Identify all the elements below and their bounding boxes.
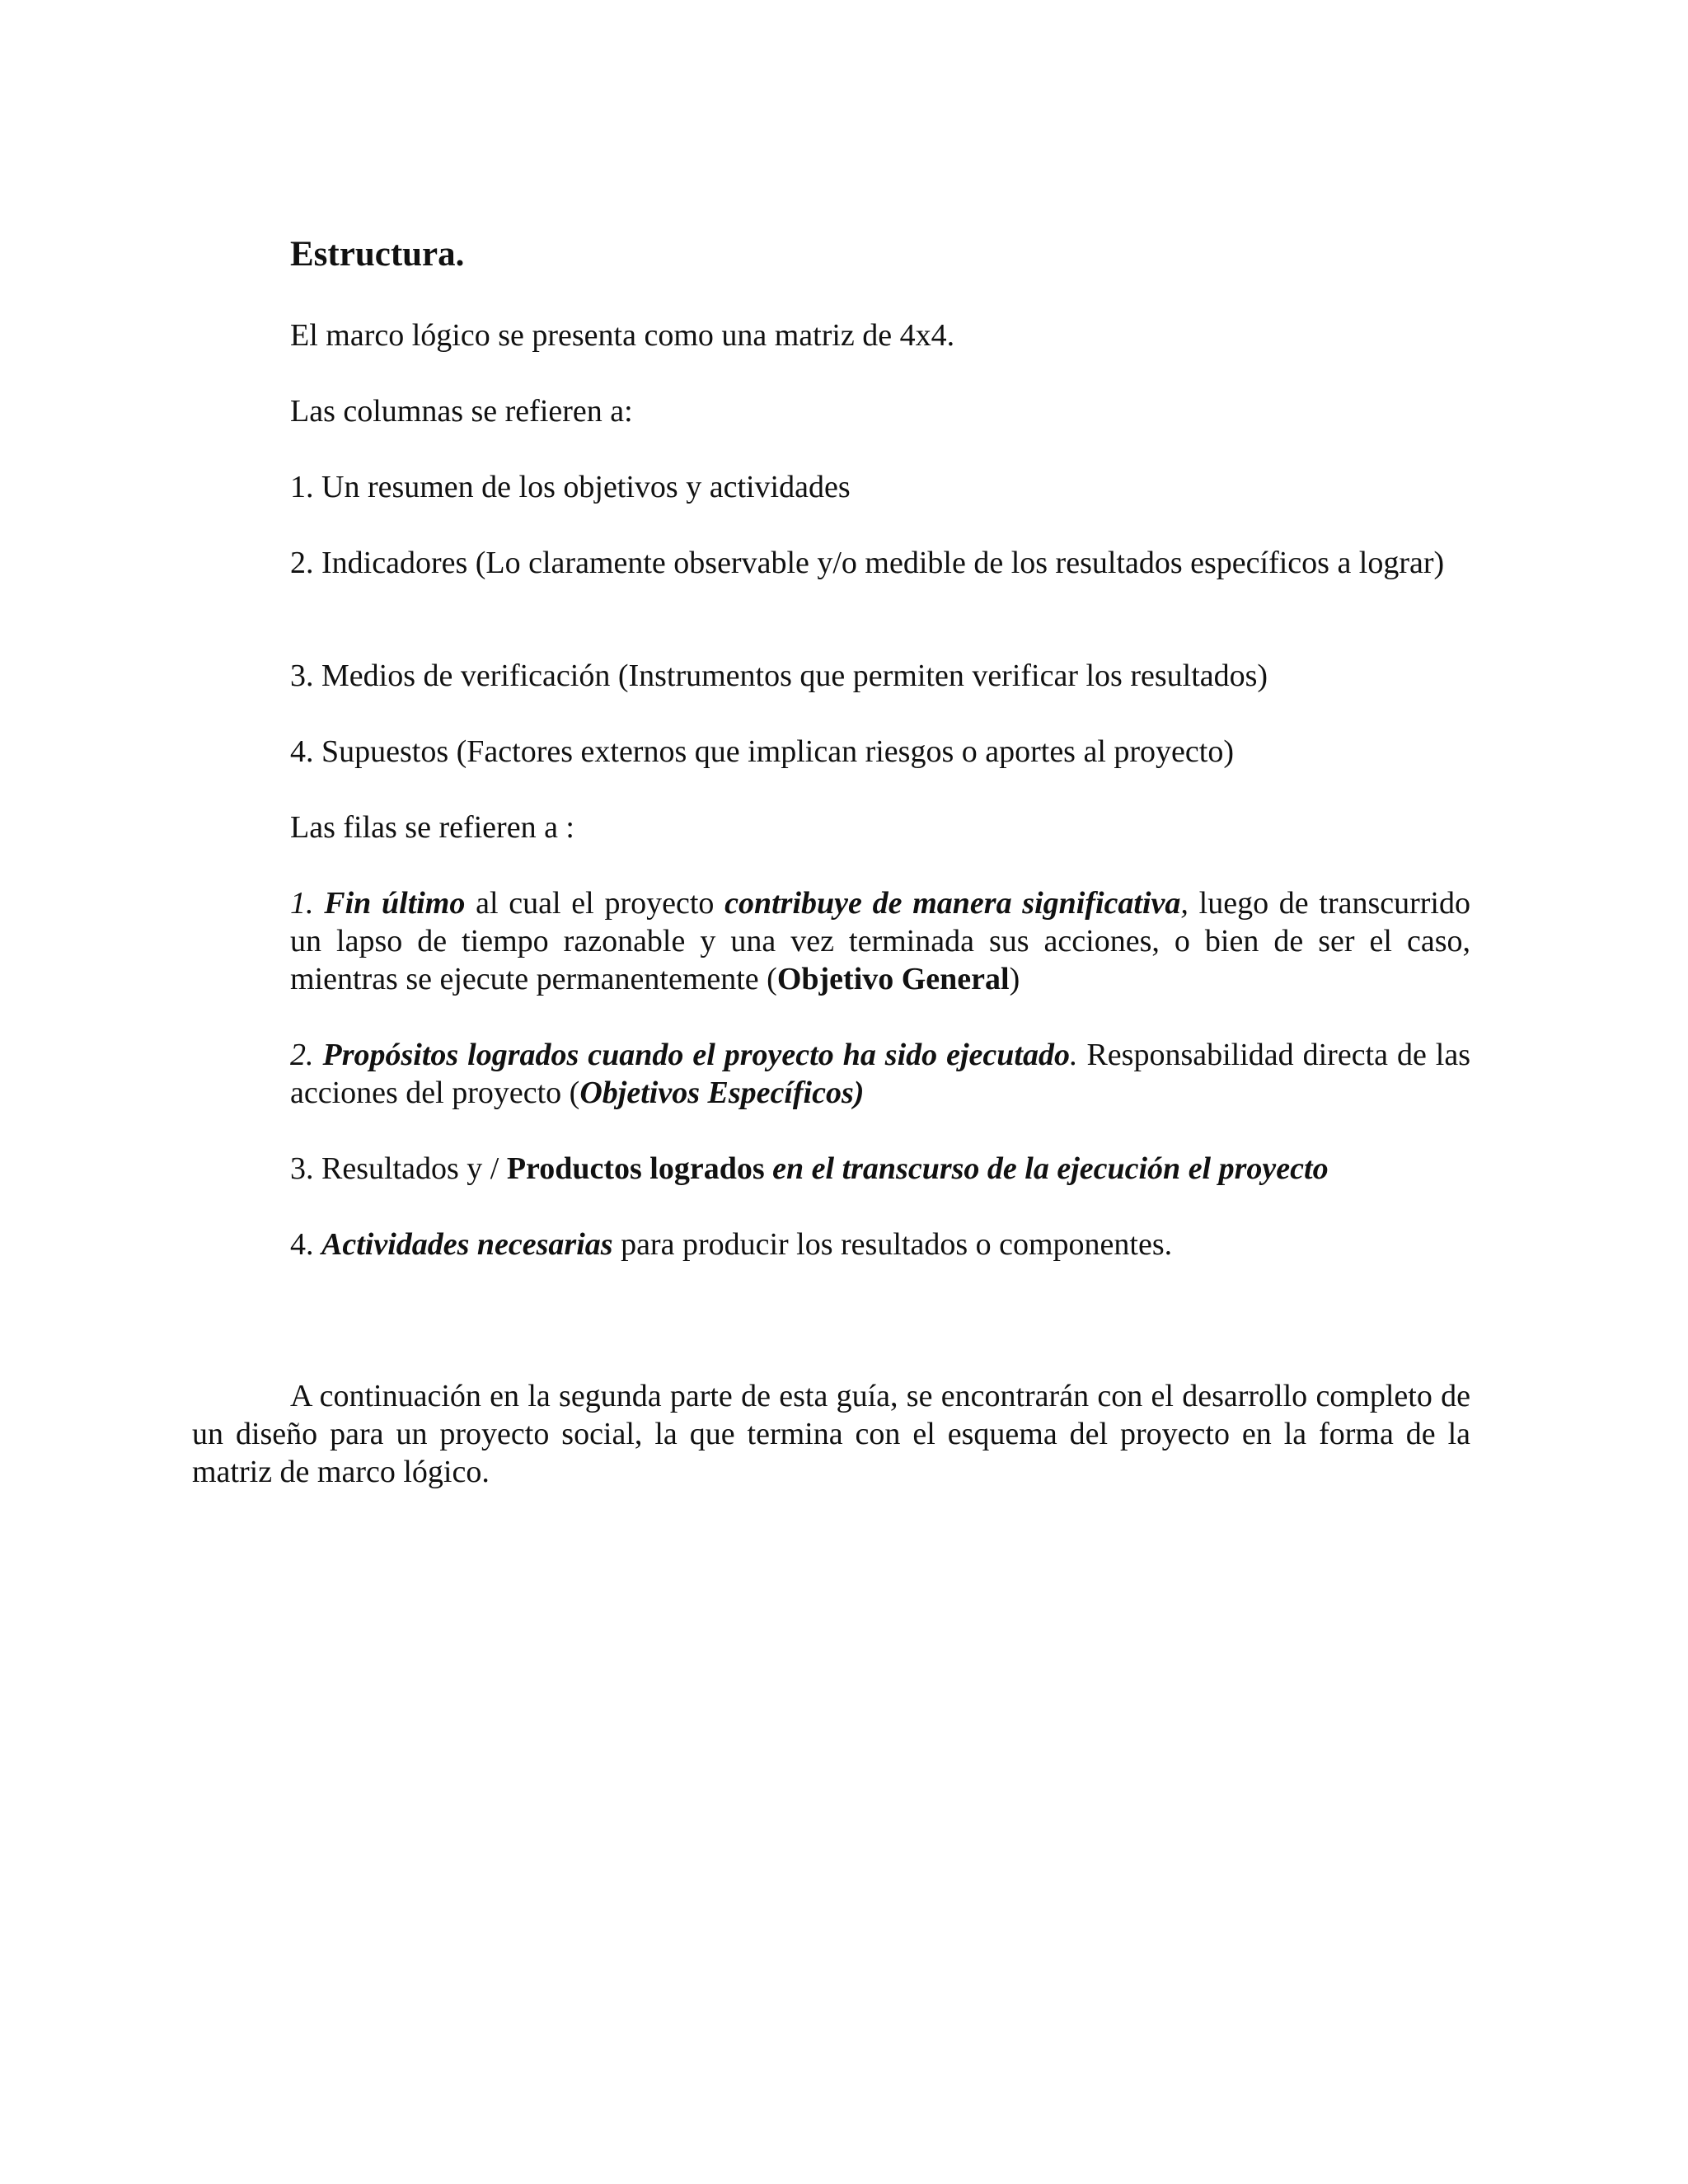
closing-paragraph: [192, 1377, 1470, 1491]
row-item-3-term: Productos logrados: [506, 1151, 765, 1186]
row-item-3: [290, 1150, 1470, 1188]
row-item-1-close: ): [1009, 962, 1020, 996]
row-item-2-dot: .: [1069, 1038, 1078, 1072]
column-item-3: 3. Medios de verificación (Instrumentos que permiten verificar los resultados): [290, 658, 1268, 693]
row-item-4: [290, 1226, 1470, 1263]
column-item-1: 1. Un resumen de los objetivos y actividades: [290, 470, 851, 504]
row-item-1: [290, 884, 1470, 998]
intro-paragraph: El marco lógico se presenta como una matriz de 4x4.: [290, 318, 955, 353]
row-item-4-term: Actividades necesarias: [321, 1227, 613, 1262]
row-item-1-term: Fin último: [324, 886, 466, 921]
row-item-1-comma: ,: [1180, 886, 1189, 921]
row-item-2: [290, 1036, 1470, 1112]
row-item-3-emphasis: en el transcurso de la ejecución el proyecto: [764, 1151, 1329, 1186]
row-item-1-emphasis: contribuye de manera significativa: [724, 886, 1181, 921]
row-item-3-number: 3. Resultados y /: [290, 1151, 507, 1186]
row-item-1-rest: luego de transcurrido un lapso de tiempo razonable y una vez terminada sus acciones, o bien de ser el caso, mientras se ejecute permanentemente (: [290, 886, 1470, 996]
row-item-1-number: 1.: [290, 886, 314, 921]
row-item-2-term: Propósitos logrados cuando el proyecto ha sido ejecutado: [322, 1038, 1070, 1072]
section-heading: Estructura.: [290, 235, 465, 274]
row-item-2-label: Objetivos Específicos): [579, 1076, 865, 1110]
column-item-2: 2. Indicadores (Lo claramente observable y/o medible de los resultados específicos a lograr): [290, 546, 1445, 580]
row-item-4-rest: para producir los resultados o componentes.: [612, 1227, 1173, 1262]
column-item-4: 4. Supuestos (Factores externos que implican riesgos o aportes al proyecto): [290, 734, 1234, 769]
row-item-1-label: Objetivo General: [776, 962, 1010, 996]
row-item-2-rest: Responsabilidad directa de las acciones del proyecto (: [290, 1038, 1471, 1110]
columns-lead: Las columnas se refieren a:: [290, 394, 633, 429]
rows-lead: Las filas se refieren a :: [290, 810, 574, 845]
closing-text: A continuación en la segunda parte de esta guía, se encontrarán con el desarrollo completo de un diseño para un proyecto social, la que termina con el esquema del proyecto en la forma de la matriz de marco lógico.: [192, 1379, 1470, 1489]
row-item-1-mid: al cual el proyecto: [465, 886, 725, 921]
row-item-2-number: 2.: [290, 1038, 314, 1072]
row-item-4-number: 4.: [290, 1227, 321, 1262]
